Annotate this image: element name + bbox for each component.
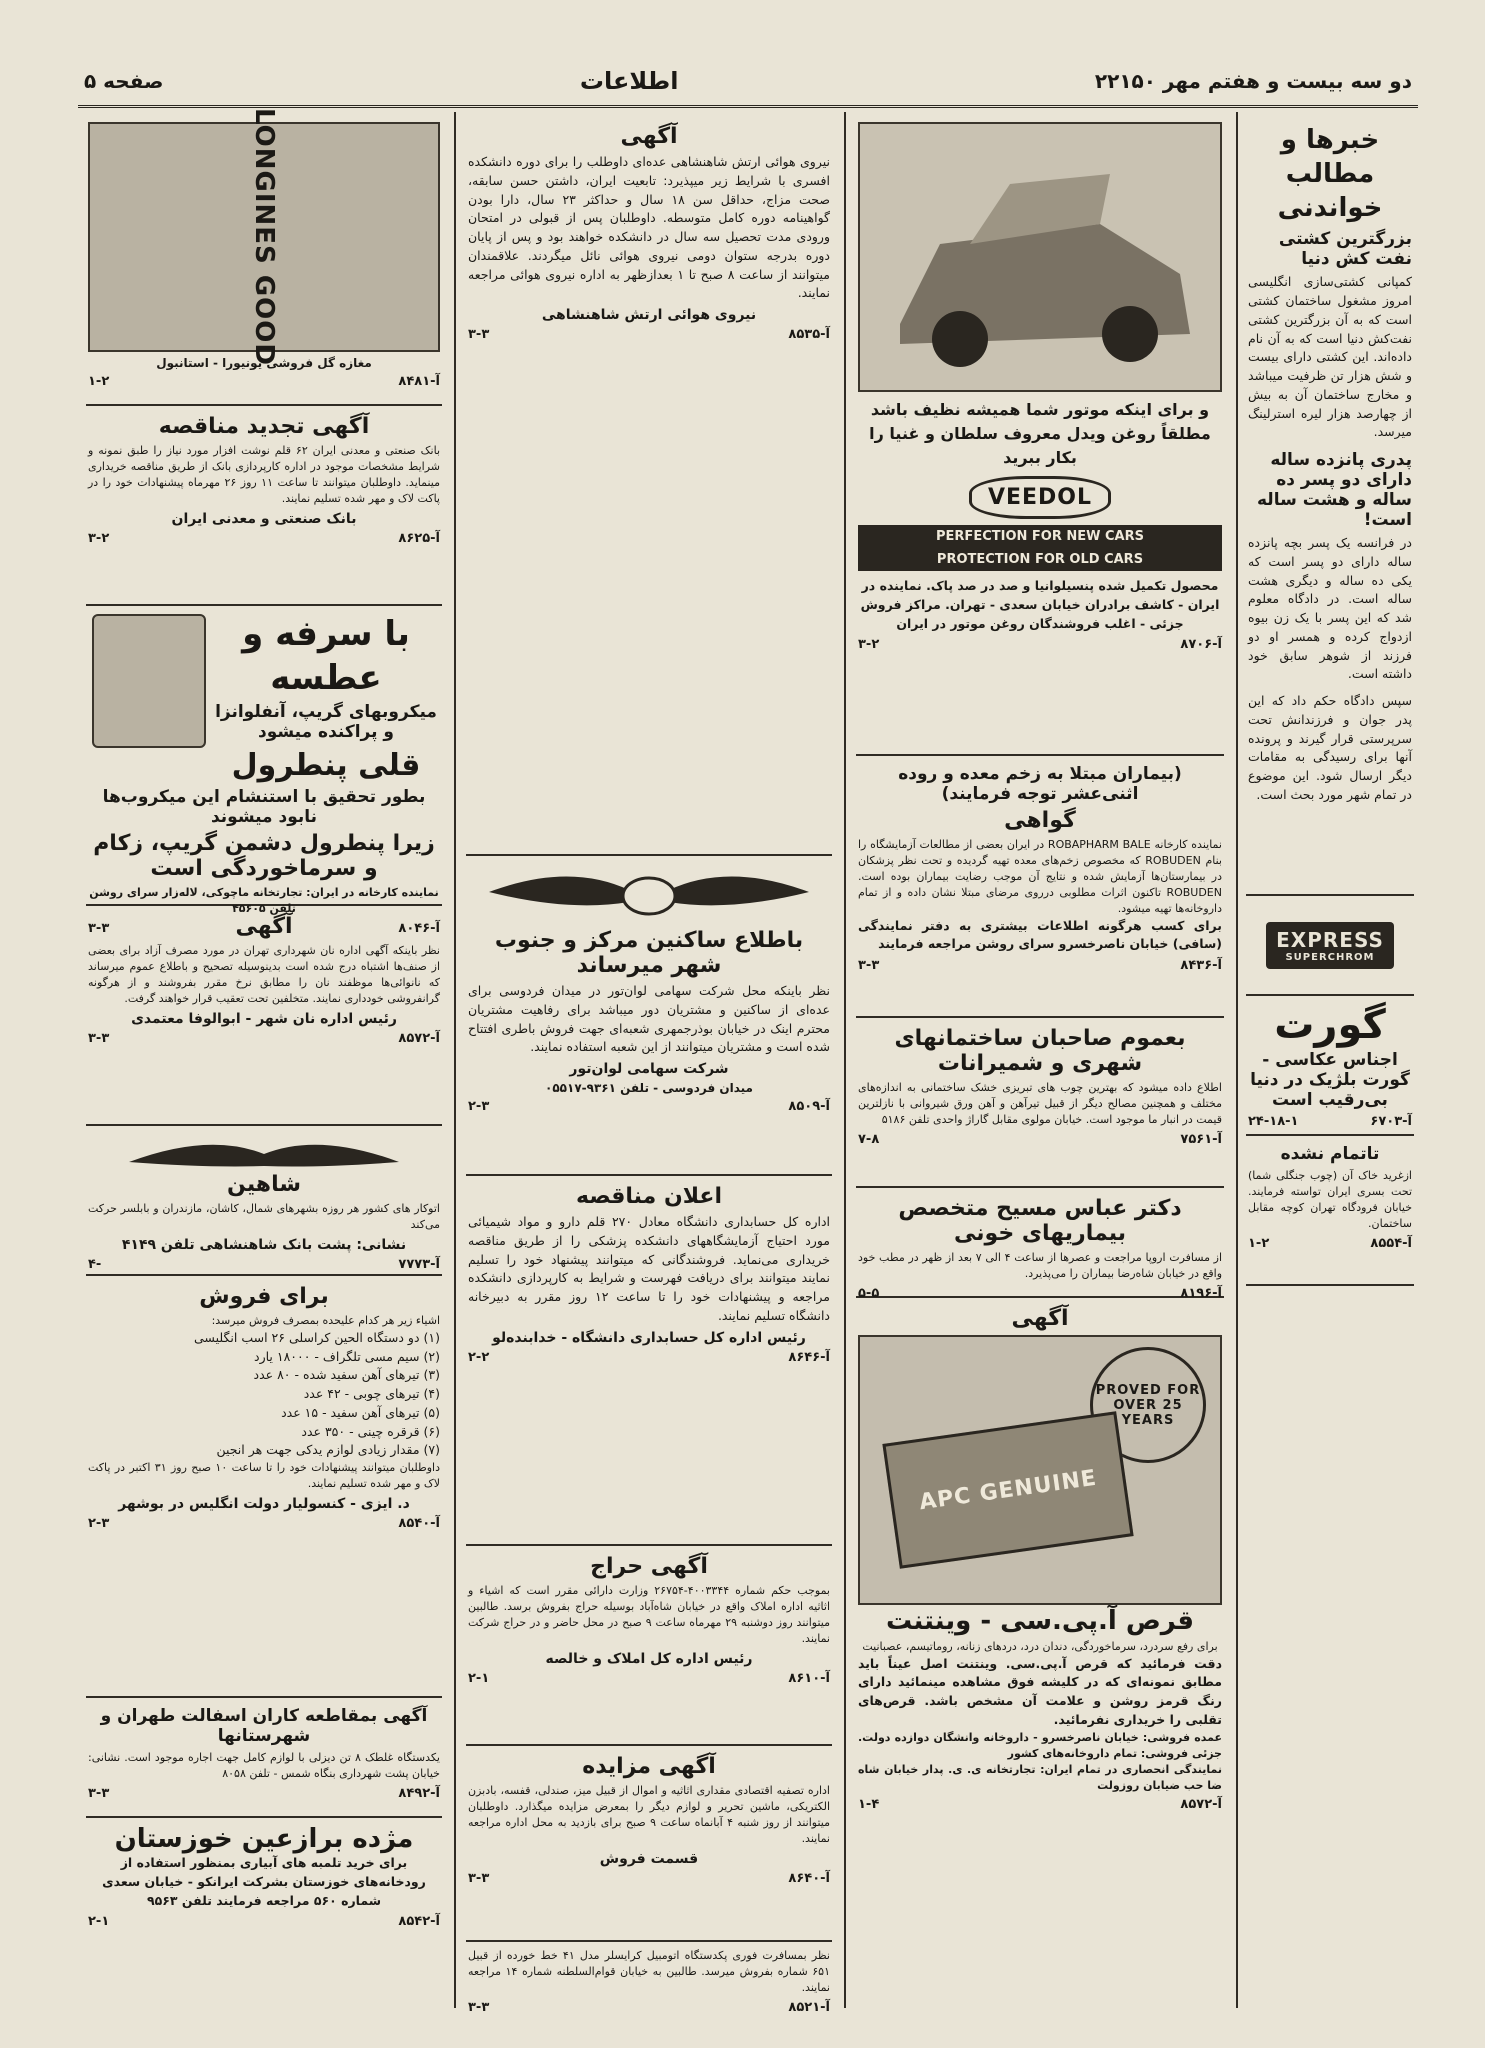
list-item: (۶) قرقره چینی - ۳۵۰ عدد bbox=[301, 1423, 440, 1439]
ad-code bbox=[468, 1871, 830, 1886]
pentrol-line3: بطور تحقیق با استنشام این میکروب‌ها نابود میشوند bbox=[102, 787, 426, 828]
column-ads-2 bbox=[848, 112, 1232, 2008]
sale-list bbox=[88, 1329, 440, 1460]
column-rule bbox=[1236, 112, 1238, 2008]
auction-title: آگهی مزایده bbox=[582, 1754, 716, 1779]
watch-caption: مغازه گل فروشی یونیورا - استانبول bbox=[156, 356, 372, 370]
ad-code bbox=[88, 531, 440, 546]
ad-code bbox=[1248, 1114, 1412, 1129]
robuden-head: (بیماران مبتلا به زخم معده و روده اثنی‌عشر توجه فرمایند) bbox=[898, 764, 1182, 804]
lost-notice bbox=[1246, 1136, 1414, 1286]
story-title: پدری پانزده ساله دارای دو پسر ده ساله و هشت ساله است! bbox=[1257, 450, 1412, 531]
column-rule bbox=[844, 112, 846, 2008]
tender-body: اداره کل حسابداری دانشگاه معادل ۲۷۰ قلم دارو و مواد شیمیائی مورد احتیاج آزمایشگاههای دانشکده پزشکی را از طریق مناقصه خریداری می‌نماید. فروشندگانی که میتوانند پیشنهاد خود را تسلیم نمایند میتوانند برای دریافت فهرست و شرایط به کارپردازی دانشکده مراجعه و پیشنهادات خود را تا ساعت ۱۲ روز مقرر به دبیرخانه دانشگاه تسلیم نمایند. bbox=[468, 1214, 831, 1323]
ad-code-b: آ-۸۶۱۰ bbox=[788, 1670, 830, 1686]
story-body: در فرانسه یک پسر بچه پانزده ساله دارای دو پسر است که یکی ده ساله و دیگری هشت ساله است. در دادگاه معلوم شد که این پسر با یک زن بیوه ازدواج کرده و همسر او دو فرزند از شوهر سابق خود داشته است. bbox=[1248, 535, 1412, 682]
story-title: بزرگترین کشتی نفت کش دنیا bbox=[1278, 229, 1412, 270]
ad-code bbox=[468, 1350, 830, 1365]
list-item: (۴) تیرهای چوبی - ۴۲ عدد bbox=[303, 1386, 440, 1402]
gort-ad bbox=[1246, 996, 1414, 1136]
news-title: خبرها و مطالب خواندنی bbox=[1277, 125, 1383, 223]
battery-body: نظر باینکه محل شرکت سهامی لوان‌تور در میدان فردوسی برای عده‌ای از ساکنین و مشتریان دور میباشد برای رفاهیت مشتریان محترم اینک در خیابان بوذرجمهری شعبه‌ای جهت فروش باطری افتتاح شده است و مشتریان میتوانند از این شعبه استفاده نمایند. bbox=[468, 983, 830, 1055]
shahin-brand: شاهین bbox=[227, 1172, 301, 1197]
ad-code bbox=[88, 1257, 440, 1272]
tender-ad bbox=[466, 1176, 832, 1546]
ad-code-b: آ-۸۰۴۶ bbox=[398, 921, 440, 937]
winged-emblem-icon bbox=[468, 862, 830, 922]
apc-tin: APC GENUINE bbox=[882, 1411, 1133, 1569]
column-news bbox=[1240, 112, 1420, 2008]
building-title: بعموم صاحبان ساختمانهای شهری و شمیرانات bbox=[894, 1026, 1186, 1076]
gort-text: اجناس عکاسی - گورت بلژیک در دنیا بی‌رقیب است bbox=[1250, 1050, 1410, 1110]
ad-code-a: ۲-۳ bbox=[468, 1099, 490, 1114]
ad-code-a: ۲-۱ bbox=[88, 1914, 110, 1930]
pentrol-line4: زیرا پنطرول دشمن گریپ، زکام و سرماخوردگی است bbox=[93, 831, 435, 882]
ad-code-b: آ-۸۶۴۶ bbox=[788, 1349, 830, 1365]
news-section bbox=[1246, 116, 1414, 896]
haraj-ad bbox=[466, 1546, 832, 1746]
column-ads-4 bbox=[78, 108, 450, 2008]
list-item: (۲) سیم مسی تلگراف - ۱۸۰۰۰ یارد bbox=[254, 1348, 440, 1364]
asphalt-ad bbox=[86, 1698, 442, 1818]
airforce-sign: نیروی هوائی ارتش شاهنشاهی bbox=[541, 307, 757, 323]
ad-code-b: آ-۸۵۴۲ bbox=[398, 1914, 440, 1930]
bank-ad bbox=[86, 406, 442, 606]
shahin-body: اتوکار های کشور هر روزه بشهرهای شمال، کاشان، مازندران و بابلسر حرکت می‌کند bbox=[88, 1202, 440, 1231]
pentrol-line2: میکروبهای گریپ، آنفلوانزا و پراکنده میشود bbox=[215, 702, 437, 743]
ad-code-a: ۷-۸ bbox=[858, 1131, 880, 1147]
ad-code-b: آ-۸۵۲۱ bbox=[788, 1999, 830, 2015]
ad-code-a: ۳-۳ bbox=[468, 327, 490, 342]
ad-code-b: آ-۶۷۰۳ bbox=[1370, 1114, 1412, 1129]
veedol-ad bbox=[856, 116, 1224, 756]
pentrol-footer: نماینده کارخانه در ایران: تجارتخانه ماچوکی، لاله‌زار سرای روشن تلفن ۴۵۶۰۵ bbox=[89, 886, 439, 916]
apc-body: دقت فرمائید که قرص آ.پی.سی. وینتنت اصل عیناً باید مطابق نمونه‌ای که در کلیشه فوق مشاهده مینمائید دارای رنگ قرمز روشن و علامت آن مشخص باشد. قرص‌های تقلبی را خریداری نفرمائید. bbox=[858, 1655, 1222, 1727]
ad-code-a: ۳-۳ bbox=[468, 1999, 490, 2015]
robuden-contact: برای کسب هرگونه اطلاعات بیشتری به دفتر نمایندگی (سافی) خیابان ناصرخسرو سرای روشن مراجعه فرمایند bbox=[858, 917, 1222, 952]
building-ad bbox=[856, 1018, 1224, 1188]
apc-ad bbox=[856, 1298, 1224, 1888]
ad-code-a: ۲-۲ bbox=[468, 1349, 490, 1365]
airforce-ad bbox=[466, 116, 832, 856]
apc-rep: نمایندگی انحصاری در تمام ایران: تجارتخانه ی. ی. پدار خیابان شاه ضا حب‌ ضیابان روزولت bbox=[858, 1762, 1222, 1792]
sale-title: برای فروش bbox=[199, 1284, 329, 1309]
paper-name: اطلاعات bbox=[579, 66, 679, 95]
veedol-logo: VEEDOL bbox=[969, 476, 1111, 519]
ad-code-b: آ-۸۴۹۲ bbox=[398, 1785, 440, 1801]
apc-sales: عمده فروشی: خیابان ناصرخسرو - داروخانه وانشگان دوازده دولت. جزئی فروشی: تمام داروخانه‌های کشور bbox=[858, 1730, 1222, 1760]
veedol-bar: PERFECTION FOR NEW CARS bbox=[858, 525, 1222, 548]
column-ads-3 bbox=[458, 112, 840, 2015]
car-sale-body: نظر بمسافرت فوری پکدستگاه اتومبیل کرایسلر مدل ۴۱ خط خورده از قبیل ۶۵۱ شماره بفروش میرسد. طالبین به خیابان قوام‌السلطنه شماره ۱۴ مراجعه نمایند. bbox=[468, 1949, 830, 1994]
ad-code bbox=[468, 327, 830, 342]
ad-code bbox=[88, 1031, 440, 1046]
bank-sign: بانک صنعتی و معدنی ایران bbox=[171, 510, 357, 527]
ad-code-b: آ-۸۴۳۶ bbox=[1180, 958, 1222, 974]
ad-code-a: ۳-۲ bbox=[858, 637, 880, 653]
gort-name: گورت bbox=[1274, 1002, 1386, 1048]
ad-code-b: آ-۸۵۳۵ bbox=[788, 327, 830, 342]
auction-ad bbox=[466, 1746, 832, 1942]
ad-code-a: ۲-۳ bbox=[88, 1516, 110, 1532]
apc-title: آگهی bbox=[1011, 1306, 1069, 1331]
haraj-body: بموجب حکم شماره ۴۰۰۳۳۴۴-۲۶۷۵۴ وزارت دارائی مقرر است که اشیاء و اثاثیه اداره املاک واقع در خیابان شاه‌آباد بوسیله حراج بفروش برسد. طالبین میتوانند روز دوشنبه ۲۹ مهرماه ساعت ۹ صبح در محل حاضر و در حراج شرکت نمایند. bbox=[468, 1584, 830, 1645]
khuzestan-ad bbox=[86, 1818, 442, 1998]
ad-code bbox=[1248, 1236, 1412, 1251]
battery-title: باطلاع ساکنین مرکز و جنوب شهر میرساند bbox=[494, 928, 804, 978]
robuden-body: نماینده کارخانه ROBAPHARM BALE در ایران بعضی از مطالعات آزمایشگاه را بنام ROBUDEN که مخصوص زخم‌های معده تهیه گردیده و تحت نظر پزشکان در بیمارستان‌ها آزمایش شده و نتایج آن موجب رضایت بیماران بوده است. ROBUDEN تاکنون اثرات مطلوبی درروی مرضای مبتلا نشان داده و از تمام داروخانه‌ها تهیه میشود. bbox=[858, 838, 1222, 915]
ad-code-b: آ-۸۵۷۲ bbox=[1180, 1797, 1222, 1813]
bread-ad bbox=[86, 906, 442, 1126]
lost-body: ازغرید خاک آن (چوب جنگلی شما) تحت بسری ایران تواسته فرمایند. خیابان فرودگاه تهران کوچه مقابل ساختمان. bbox=[1248, 1169, 1412, 1230]
car-sale-ad bbox=[466, 1942, 832, 2026]
sale-sign: د. ایزی - کنسولیار دولت انگلیس در بوشهر bbox=[118, 1496, 410, 1513]
ad-code-a: ۳-۳ bbox=[88, 1030, 110, 1046]
shahin-ad bbox=[86, 1126, 442, 1276]
ad-code bbox=[88, 374, 440, 389]
bank-title: آگهی تجدید مناقصه bbox=[158, 414, 370, 439]
ad-code-b: آ-۷۵۶۱ bbox=[1180, 1131, 1222, 1147]
auction-body: اداره تصفیه اقتصادی مقداری اثاثیه و اموال از قبیل میز، صندلی، قفسه، بادبزن الکتریکی، ماشین تحریر و لوازم دیگر را بمعرض مزایده میگذارد. داوطلبان میتوانند از روز شنبه ۴ آبانماه ساعت ۹ صبح برای بازدید به محل اداره مراجعه نمایند. bbox=[468, 1784, 830, 1845]
bread-sign: رئیس اداره نان شهر - ابوالوفا معتمدی bbox=[131, 1010, 397, 1027]
veedol-slogan: و برای اینکه موتور شما همیشه نظیف باشد مطلقاً روغن ویدل معروف سلطان و غنیا را بکار ببرید bbox=[869, 400, 1211, 467]
ad-code bbox=[88, 1914, 440, 1929]
watch-name: LONGINES GOOD bbox=[249, 108, 280, 366]
khuzestan-body: برای خرید تلمبه های آبیاری بمنظور استفاده از رودخانه‌های خوزستان بشرکت ایرانکو - خیابان سعدی شماره ۵۶۰ مراجعه فرمایند تلفن ۹۵۶۳ bbox=[102, 1855, 426, 1908]
doctor-ad bbox=[856, 1188, 1224, 1301]
ad-code-a: ۲۴-۱۸-۱ bbox=[1248, 1114, 1299, 1129]
watch-ad bbox=[86, 108, 442, 406]
veedol-dealer: محصول تکمیل شده پنسیلوانیا و صد در صد پاک. نماینده در ایران - کاشف برادران خیابان سعدی - تهران. مراکز فروش جزئی - اغلب فروشندگان روغن موتور در ایران bbox=[860, 578, 1220, 631]
airforce-body: نیروی هوائی ارتش شاهنشاهی عده‌ای داوطلب را برای دوره دانشکده افسری با شرایط زیر میپذیرد: تابعیت ایران، داشتن حسن سابقه، صحت مزاج، حداقل سن ۱۸ سال و حداکثر ۲۳ سال، دارا بودن گواهینامه دوره کامل متوسطه. داوطلبان پس از قبولی در امتحان ورودی مدت تحصیل سه سال در دانشکده خواهند بود و پس از پایان دوره بدرجه ستوان دومی نیروی هوائی نائل میگردند. علاقمندان میتوانند از ساعت ۸ صبح تا ۱ بعدازظهر به اداره نیروی هوائی مراجعه نمایند. bbox=[468, 154, 831, 301]
ad-code-a: ۳-۲ bbox=[88, 530, 110, 546]
battery-ad bbox=[466, 856, 832, 1176]
ad-code-a: ۳-۳ bbox=[468, 1870, 490, 1886]
sale-intro: اشیاء زیر هر کدام علیحده بمصرف فروش میرسد: bbox=[211, 1314, 440, 1327]
doctor-body: از مسافرت اروپا مراجعت و عصرها از ساعت ۴ الی ۷ بعد از ظهر در مطب خود واقع در خیابان شاه‌رضا بیماران را می‌پذیرد. bbox=[858, 1251, 1222, 1280]
airforce-title: آگهی bbox=[620, 124, 678, 149]
ad-code-a: ۱-۲ bbox=[1248, 1235, 1270, 1251]
shahin-address: نشانی: پشت بانک شاهنشاهی تلفن ۴۱۴۹ bbox=[121, 1236, 407, 1253]
ad-code bbox=[858, 637, 1222, 652]
ad-code-b: آ-۸۴۸۱ bbox=[398, 374, 440, 389]
list-item: (۱) دو دستگاه الحین کراسلی ۲۶ اسب انگلیسی bbox=[194, 1329, 440, 1345]
ad-code-b: آ-۸۵۴۰ bbox=[398, 1516, 440, 1532]
apc-usage: برای رفع سردرد، سرماخوردگی، دندان درد، دردهای زنانه، روماتیسم، عصبانیت bbox=[862, 1639, 1218, 1653]
ad-code-a: ۳-۳ bbox=[858, 958, 880, 974]
car-icon bbox=[860, 124, 1220, 390]
bread-body: نظر باینکه آگهی اداره نان شهرداری تهران در مورد مصرف آزاد برای بعضی از صنف‌ها اشتباه درج شده است بدینوسیله تصحیح و باطلاع عموم میرساند که نانوائی‌ها موظفند نان را مطابق نرخ مقرر بفروشند و از هرگونه گرانفروشی خودداری نمایند. متخلفین تحت تعقیب قرار خواهند گرفت. bbox=[88, 944, 440, 1005]
car-illustration bbox=[858, 122, 1222, 392]
haraj-sign: رئیس اداره کل املاک و خالصه bbox=[545, 1650, 753, 1667]
ad-code bbox=[468, 1671, 830, 1686]
ad-code-a: ۳-۳ bbox=[88, 921, 110, 937]
ad-code-a: ۴- bbox=[88, 1256, 102, 1272]
ad-code bbox=[858, 1797, 1222, 1812]
ad-code-a: ۳-۳ bbox=[88, 1785, 110, 1801]
ad-code-b: آ-۷۷۷۳ bbox=[398, 1256, 440, 1272]
auction-sign: قسمت فروش bbox=[599, 1850, 699, 1867]
ad-code-a: ۵-۵ bbox=[858, 1285, 880, 1301]
ad-code bbox=[858, 1132, 1222, 1147]
apc-slogan: قرص آ.پی.سی - وینتنت bbox=[885, 1606, 1194, 1636]
story-body: کمپانی کشتی‌سازی انگلیسی امروز مشغول ساختمان کشتی است که به آن بزرگترین کشتی نفت‌کش دنیا است که به آن نام داده‌اند. این کشتی دارای بیست و شش هزار تن ظرفیت میباشد و مخارج ساختمان آن به بیش از چهارصد هزار لیره استرلینگ میرسد. bbox=[1248, 274, 1412, 440]
ad-code bbox=[858, 958, 1222, 973]
woman-portrait bbox=[92, 614, 206, 748]
story-body: سپس دادگاه حکم داد که این پدر جوان و فرزندانش تحت سرپرستی قرار گیرند و پرونده آنها برای رسیدگی به مقامات دیگر ارسال شود. این موضوع در تمام شهر مورد بحث است. bbox=[1248, 693, 1412, 802]
express-ad bbox=[1246, 896, 1414, 996]
express-brand: EXPRESS bbox=[1276, 927, 1384, 952]
khuzestan-title: مژده برازعین خوزستان bbox=[114, 1824, 414, 1854]
page-number: صفحه ۵ bbox=[84, 68, 164, 93]
ad-code-a: ۱-۴ bbox=[858, 1797, 880, 1813]
asphalt-title: آگهی بمقاطعه کاران اسفالت طهران و شهرستانها bbox=[100, 1706, 428, 1746]
pentrol-brand: قلی پنطرول bbox=[231, 748, 421, 784]
building-body: اطلاع داده میشود که بهترین چوب های تبریزی خشک ساختمانی به اندازه‌های مختلف و همچنین مصالح دیگر از قبیل تیرآهن و آهن ورق شیروانی با نازلترین قیمت در انبار ما موجود است. خیابان مولوی مقابل گاراژ واحدی تلفن ۵۱۸۶ bbox=[858, 1081, 1222, 1126]
ad-code bbox=[468, 2000, 830, 2015]
ad-code-b: آ-۸۵۷۲ bbox=[398, 1030, 440, 1046]
bank-body: بانک صنعتی و معدنی ایران ۶۲ قلم نوشت افزار مورد نیاز را طبق نمونه و شرایط مشخصات موجود در اداره کارپردازی بانک از طریق مناقصه خریداری مینماید. داوطلبان میتوانند تا ساعت ۱۱ روز ۲۶ مهرماه پیشنهادات خود را در پاکت لاک و مهر شده تسلیم نمایند. bbox=[88, 444, 441, 505]
ad-code bbox=[88, 1786, 440, 1801]
robuden-title: گواهی bbox=[1004, 808, 1076, 833]
battery-address: میدان فردوسی - تلفن ۹۳۶۱-۰۵۵۱۷ bbox=[545, 1081, 753, 1095]
ad-code-b: آ-۸۵۰۹ bbox=[788, 1099, 830, 1114]
haraj-title: آگهی حراج bbox=[590, 1554, 708, 1579]
ad-code-a: ۲-۱ bbox=[468, 1670, 490, 1686]
ad-code bbox=[88, 1516, 440, 1531]
ad-code-b: آ-۸۶۲۵ bbox=[398, 530, 440, 546]
express-logo bbox=[1266, 922, 1394, 969]
asphalt-body: یکدستگاه غلطک ۸ تن دیزلی با لوازم کامل جهت اجاره موجود است. نشانی: خیابان پشت شهرداری بنگاه شمس - تلفن ۸۰۵۸ bbox=[88, 1751, 440, 1780]
list-item: (۳) تیرهای آهن سفید شده - ۸۰ عدد bbox=[253, 1367, 440, 1383]
pentrol-line1: با سرفه و عطسه bbox=[242, 614, 410, 699]
eagle-emblem-icon bbox=[88, 1132, 440, 1172]
ad-code-b: آ-۸۷۰۶ bbox=[1180, 637, 1222, 653]
ad-code-b: آ-۸۶۴۰ bbox=[788, 1870, 830, 1886]
tender-sign: رئیس اداره کل حسابداری دانشگاه - خدابنده‌لو bbox=[492, 1329, 806, 1346]
apc-illustration bbox=[858, 1335, 1222, 1605]
list-item: (۵) تیرهای آهن سفید - ۱۵ عدد bbox=[281, 1404, 440, 1420]
column-rule bbox=[454, 112, 456, 2008]
veedol-bar: PROTECTION FOR OLD CARS bbox=[858, 548, 1222, 571]
tender-title: اعلان مناقصه bbox=[576, 1184, 722, 1209]
ad-code-a: ۱-۲ bbox=[88, 374, 110, 389]
sale-body: داوطلبان میتوانند پیشنهادات خود را تا ساعت ۱۰ صبح روز ۳۱ اکتبر در پاکت لاک و مهر شده تسلیم نمایند. bbox=[88, 1461, 441, 1491]
masthead bbox=[78, 56, 1418, 108]
lost-title: تاتمام نشده bbox=[1280, 1144, 1380, 1164]
battery-company: شرکت سهامی لوان‌تور bbox=[569, 1061, 729, 1077]
bread-title: آگهی bbox=[235, 914, 293, 939]
apc-badge: PROVED FOR OVER 25 YEARS bbox=[1090, 1347, 1206, 1463]
doctor-title: دکتر عباس مسیح متخصص بیماریهای خونی bbox=[898, 1196, 1182, 1246]
issue-date: دو سه بیست و هفتم مهر ۲۲۱۵۰ bbox=[1094, 68, 1412, 93]
express-sub: SUPERCHROM bbox=[1285, 951, 1375, 963]
ad-code-b: آ-۸۵۵۴ bbox=[1370, 1235, 1412, 1251]
ad-code bbox=[468, 1099, 830, 1114]
robuden-ad bbox=[856, 756, 1224, 1018]
list-item: (۷) مقدار زیادی لوازم یدکی جهت هر انجین bbox=[216, 1442, 440, 1458]
sale-ad bbox=[86, 1276, 442, 1698]
ad-code-b: آ-۸۱۹۶ bbox=[1180, 1285, 1222, 1301]
